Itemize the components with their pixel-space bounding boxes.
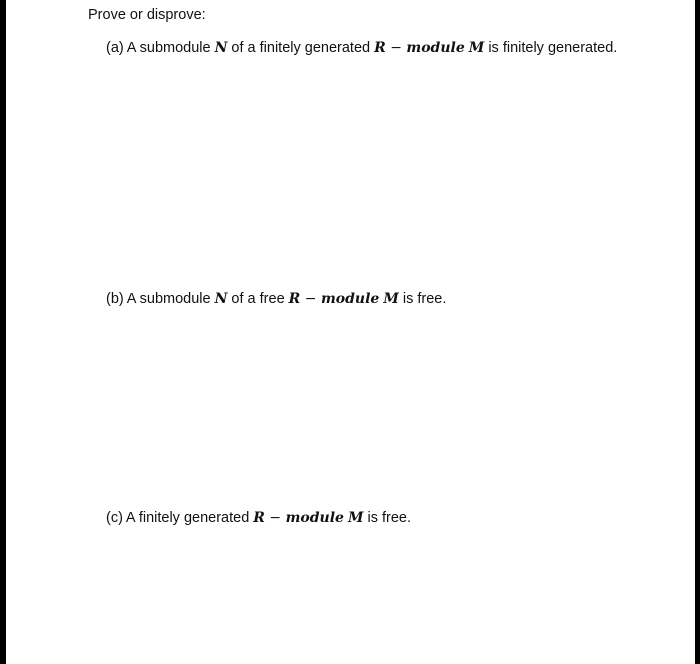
question-b-text: of a free (227, 291, 289, 307)
question-c-label: (c) (106, 510, 123, 526)
math-symbol-R: R (288, 291, 301, 307)
question-c (106, 509, 411, 527)
math-symbol-N: N (214, 291, 228, 307)
math-symbol-M: M (468, 40, 485, 56)
math-dash: − (264, 510, 286, 526)
instruction-heading: Prove or disprove: (88, 7, 206, 23)
question-b (106, 290, 446, 308)
math-symbol-M: M (383, 291, 399, 307)
document-page (6, 0, 695, 664)
question-b-text: is free. (398, 291, 447, 307)
math-dash: − (385, 40, 407, 56)
question-a-text: of a finitely generated (227, 40, 375, 56)
question-a-text: A submodule (126, 40, 215, 56)
math-word-module: module (285, 510, 344, 526)
question-b-text: A submodule (126, 291, 215, 307)
question-c-text: A finitely generated (125, 510, 254, 526)
math-dash: − (300, 291, 321, 307)
math-word-module: module (320, 291, 380, 307)
question-a-text: is finitely generated. (484, 40, 618, 56)
question-a-label: (a) (106, 40, 124, 56)
math-symbol-R: R (374, 40, 386, 56)
question-b-label: (b) (106, 291, 124, 307)
math-symbol-N: N (214, 40, 228, 56)
question-c-text: is free. (363, 510, 412, 526)
question-a (106, 39, 617, 57)
math-word-module: module (406, 40, 465, 56)
math-symbol-R: R (253, 510, 265, 526)
math-symbol-M: M (347, 510, 364, 526)
